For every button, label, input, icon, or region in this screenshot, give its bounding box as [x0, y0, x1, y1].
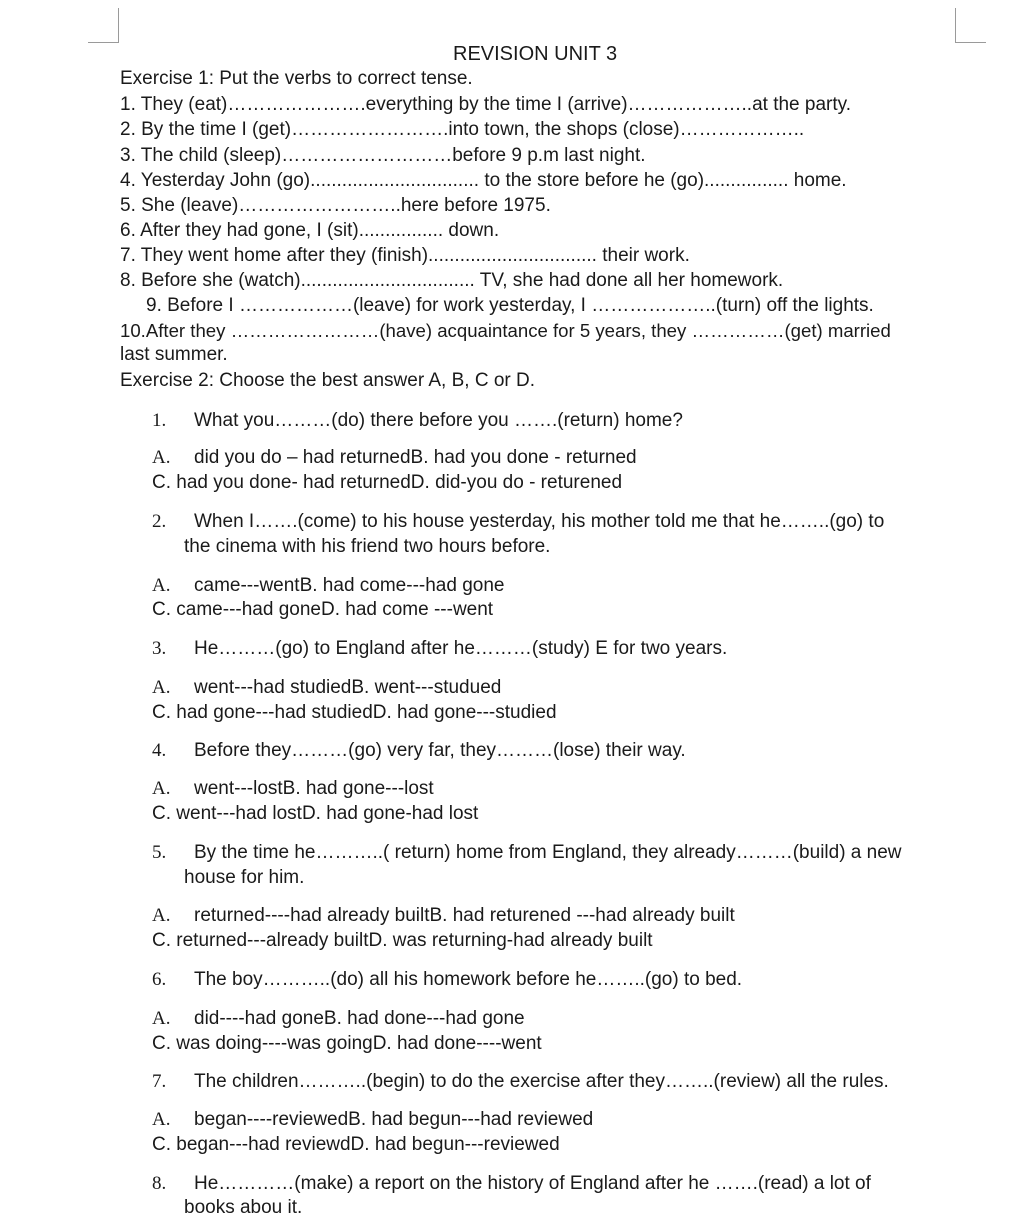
question-3: [152, 637, 727, 661]
question-number: 6.: [152, 969, 167, 990]
option-ab: [152, 1007, 525, 1031]
exercise-1-item: 4. Yesterday John (go)................................ to the store before he (go)................ home.: [120, 170, 847, 191]
option-cd: C. was doing----was goingD. had done----went: [152, 1033, 542, 1054]
option-ab-text: came---wentB. had come---had gone: [194, 575, 505, 596]
option-cd: C. had you done- had returnedD. did-you do - returened: [152, 472, 623, 493]
question-text: The boy………..(do) all his homework before he……..(go) to bed.: [194, 969, 743, 990]
option-ab: [152, 1108, 593, 1132]
option-ab-text: began----reviewedB. had begun---had reviewed: [194, 1109, 594, 1130]
question-text: By the time he………..( return) home from England, they already………(build) a new: [194, 842, 902, 863]
exercise-1-item: 1. They (eat)………………….everything by the time I (arrive)………………..at the party.: [120, 94, 851, 115]
option-ab: [152, 904, 735, 928]
question-text-continuation: books abou it.: [184, 1197, 303, 1218]
option-ab-text: did you do – had returnedB. had you done - returned: [194, 447, 637, 468]
crop-mark-top-left: [88, 8, 119, 43]
question-6: [152, 968, 742, 992]
option-cd: C. had gone---had studiedD. had gone---studied: [152, 702, 557, 723]
exercise-1-item-continuation: last summer.: [120, 344, 228, 365]
question-number: 5.: [152, 842, 167, 863]
exercise-1-item: 9. Before I ………………(leave) for work yesterday, I ………………..(turn) off the lights.: [146, 295, 874, 316]
exercise-1-item: 6. After they had gone, I (sit)................ down.: [120, 220, 500, 241]
question-7: [152, 1070, 889, 1094]
exercise-1-heading: Exercise 1: Put the verbs to correct tense.: [120, 68, 473, 89]
question-2: [152, 510, 884, 534]
question-text: Before they………(go) very far, they………(lose) their way.: [194, 740, 686, 761]
option-a-label: A.: [152, 447, 171, 468]
option-a-label: A.: [152, 1109, 171, 1130]
question-4: [152, 739, 686, 763]
option-a-label: A.: [152, 1008, 171, 1029]
question-number: 3.: [152, 638, 167, 659]
exercise-1-item: 3. The child (sleep)………………………before 9 p.m last night.: [120, 145, 646, 166]
exercise-2-heading: Exercise 2: Choose the best answer A, B, C or D.: [120, 370, 536, 391]
question-text: What you………(do) there before you …….(return) home?: [194, 410, 683, 431]
option-ab-text: went---had studiedB. went---studued: [194, 677, 502, 698]
option-a-label: A.: [152, 905, 171, 926]
option-cd: C. began---had reviewdD. had begun---reviewed: [152, 1134, 560, 1155]
exercise-1-item: 2. By the time I (get)…………………….into town, the shops (close)………………..: [120, 119, 805, 140]
option-ab-text: did----had goneB. had done---had gone: [194, 1008, 525, 1029]
exercise-1-item: 8. Before she (watch)................................. TV, she had done all her homework.: [120, 270, 784, 291]
option-ab: [152, 574, 504, 598]
question-number: 4.: [152, 740, 167, 761]
question-5: [152, 841, 902, 865]
option-ab: [152, 777, 434, 801]
page-title: REVISION UNIT 3: [453, 43, 618, 65]
question-text: When I…….(come) to his house yesterday, his mother told me that he……..(go) to: [194, 511, 885, 532]
question-number: 8.: [152, 1173, 167, 1194]
option-cd: C. went---had lostD. had gone-had lost: [152, 803, 479, 824]
exercise-1-item: 7. They went home after they (finish)................................ their work.: [120, 245, 690, 266]
option-a-label: A.: [152, 575, 171, 596]
question-text: He………(go) to England after he………(study) E for two years.: [194, 638, 728, 659]
question-number: 2.: [152, 511, 167, 532]
option-cd: C. returned---already builtD. was returning-had already built: [152, 930, 653, 951]
crop-mark-top-right: [955, 8, 986, 43]
option-ab: [152, 676, 501, 700]
option-ab: [152, 446, 637, 470]
exercise-1-item: 10.After they ……………………(have) acquaintance for 5 years, they ……………(get) married: [120, 320, 891, 341]
question-number: 7.: [152, 1071, 167, 1092]
question-text: The children………..(begin) to do the exercise after they……..(review) all the rules.: [194, 1071, 889, 1092]
exercise-1-item: 5. She (leave)……………………..here before 1975.: [120, 195, 551, 216]
option-a-label: A.: [152, 778, 171, 799]
question-1: [152, 409, 683, 433]
option-a-label: A.: [152, 677, 171, 698]
option-ab-text: went---lostB. had gone---lost: [194, 778, 434, 799]
question-number: 1.: [152, 410, 167, 431]
option-cd: C. came---had goneD. had come ---went: [152, 599, 494, 620]
question-8: [152, 1172, 871, 1196]
question-text: He…………(make) a report on the history of England after he …….(read) a lot of: [194, 1173, 871, 1194]
option-ab-text: returned----had already builtB. had returened ---had already built: [194, 905, 735, 926]
question-text-continuation: house for him.: [184, 867, 305, 888]
question-text-continuation: the cinema with his friend two hours before.: [184, 536, 551, 557]
